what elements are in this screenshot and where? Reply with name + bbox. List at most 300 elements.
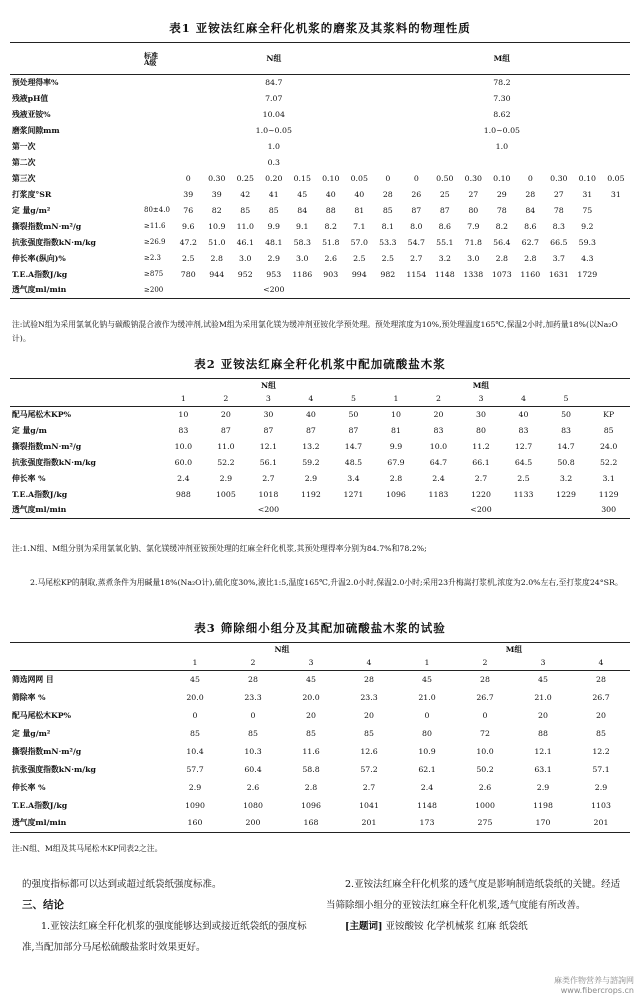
- table-cell: 87: [305, 425, 316, 435]
- table-cell: 82: [211, 205, 222, 215]
- table-cell: 20: [433, 409, 444, 419]
- table-cell: 0: [413, 173, 419, 183]
- table-cell: 0.15: [293, 173, 311, 183]
- table-cell: 0.30: [208, 173, 226, 183]
- table-cell: 57.2: [360, 764, 378, 774]
- table-cell: 81: [354, 205, 365, 215]
- left-paragraph-1: 的强度指标都可以达到或超过纸袋纸强度标准。: [22, 879, 222, 890]
- table-cell: 85: [364, 728, 374, 738]
- table-cell: 3.4: [347, 473, 360, 483]
- table-cell: 52.2: [217, 457, 235, 467]
- table-cell: 75: [582, 205, 593, 215]
- standard-value: [144, 171, 174, 187]
- keywords-line: [326, 916, 624, 937]
- table-cell: 78: [553, 205, 564, 215]
- table-cell: 10.9: [208, 221, 226, 231]
- table-cell: 1220: [471, 489, 491, 499]
- table-cell: 2.7: [262, 473, 275, 483]
- table-cell: 24.0: [599, 441, 618, 451]
- table-cell: 1229: [556, 489, 576, 499]
- table-cell: 160: [166, 815, 224, 833]
- table-cell: 168: [282, 815, 340, 833]
- table-cell: 201: [340, 815, 398, 833]
- table-cell: 28: [382, 189, 393, 199]
- right-column: [326, 874, 624, 937]
- table-cell: 0: [482, 710, 488, 720]
- table-cell: 46.1: [236, 237, 254, 247]
- table-cell: 12.7: [514, 441, 533, 451]
- table-cell: 8.6: [438, 221, 452, 231]
- table-cell: 85: [603, 425, 614, 435]
- table2-air-n: <200: [162, 503, 375, 519]
- table-cell: 780: [180, 269, 196, 279]
- table1-row: [10, 107, 630, 123]
- table-cell: 0.10: [578, 173, 596, 183]
- table-cell: 20.0: [302, 692, 320, 702]
- table1-row: [10, 219, 630, 235]
- standard-value: ≥11.6: [144, 222, 166, 230]
- row-label: 撕裂指数mN·m²/g: [12, 441, 82, 451]
- table-cell: 10: [391, 409, 401, 419]
- table-cell: 20: [306, 710, 316, 720]
- table-cell: 21.0: [534, 692, 552, 702]
- table-cell: 0.05: [350, 173, 368, 183]
- table-cell: 1192: [300, 489, 321, 499]
- table3-group-n: N组: [166, 643, 398, 657]
- cell-n: 1.0~0.05: [255, 125, 292, 135]
- table1-row: [10, 187, 630, 203]
- table-cell: 87: [411, 205, 422, 215]
- table-cell: 87: [220, 425, 231, 435]
- row-label: 抗张强度指数kN·m/kg: [12, 457, 96, 467]
- table-cell: 83: [433, 425, 444, 435]
- cell-m: 78.2: [493, 77, 511, 87]
- table-cell: 173: [398, 815, 456, 833]
- table-cell: 60.4: [244, 764, 262, 774]
- table-cell: 0.10: [322, 173, 340, 183]
- row-label: 预处理得率%: [12, 77, 59, 87]
- row-label: 配马尾松木KP%: [12, 710, 72, 720]
- table-cell: 54.7: [407, 237, 425, 247]
- table-cell: 51.0: [208, 237, 226, 247]
- table-cell: 170: [514, 815, 572, 833]
- table-cell: 28: [480, 674, 490, 684]
- table-cell: 2.8: [210, 253, 223, 263]
- table-cell: 67.9: [387, 457, 405, 467]
- table-cell: 0: [385, 173, 391, 183]
- table-cell: 2.4: [432, 473, 445, 483]
- table-cell: 14.7: [344, 441, 363, 451]
- table-cell: [602, 251, 631, 267]
- cell-m: [374, 155, 631, 171]
- table-cell: 1018: [258, 489, 279, 499]
- table-cell: 2.4: [420, 782, 434, 792]
- table-cell: 29: [496, 189, 507, 199]
- table-cell: 903: [323, 269, 339, 279]
- table-cell: 1005: [215, 489, 236, 499]
- column-header: 3: [247, 393, 290, 407]
- right-paragraph-1: 2.亚铵法红麻全秆化机浆的透气度是影响制造纸袋纸的关键。经适当筛除细小组分的亚铵法红麻全秆化机浆,透气度能有所改善。: [326, 879, 621, 911]
- table2-air-kp: 300: [587, 503, 630, 519]
- table1-air-std: ≥200: [144, 283, 174, 299]
- table-cell: 88: [538, 728, 548, 738]
- column-header: 3: [514, 657, 572, 671]
- column-header: [587, 393, 630, 407]
- table-cell: 81: [391, 425, 401, 435]
- row-label: 残液pH值: [12, 93, 49, 103]
- table-cell: 85: [596, 728, 606, 738]
- table-cell: 2.8: [304, 782, 318, 792]
- table1-group-m: M组: [374, 43, 631, 75]
- table1-header-row: [10, 43, 630, 75]
- table-cell: 66.1: [472, 457, 490, 467]
- table-cell: [602, 235, 631, 251]
- table-cell: 3.2: [559, 473, 573, 483]
- table-cell: [602, 219, 631, 235]
- table-cell: 10.4: [186, 746, 204, 756]
- table-cell: 12.1: [534, 746, 552, 756]
- table2-row: [10, 407, 630, 423]
- table-cell: KP: [603, 409, 615, 419]
- table-cell: 85: [382, 205, 393, 215]
- row-label: 定 量g/m: [12, 425, 47, 435]
- table2-row: [10, 423, 630, 439]
- table-cell: 56.1: [259, 457, 278, 467]
- table-cell: 28: [248, 674, 258, 684]
- watermark: [554, 976, 634, 996]
- table-cell: 58.8: [302, 764, 320, 774]
- table-cell: 59.2: [302, 457, 320, 467]
- table-cell: 4.3: [581, 253, 594, 263]
- table-cell: 200: [224, 815, 282, 833]
- column-header: 5: [545, 393, 588, 407]
- table-cell: 0.20: [265, 173, 283, 183]
- table-cell: 1183: [428, 489, 449, 499]
- table-cell: 20: [596, 710, 606, 720]
- table-cell: 64.7: [429, 457, 448, 467]
- cell-n: 0.3: [267, 157, 280, 167]
- row-label: T.E.A指数J/kg: [12, 489, 68, 499]
- table-cell: 20: [538, 710, 548, 720]
- table-cell: 1154: [406, 269, 427, 279]
- table-cell: 2.9: [219, 473, 233, 483]
- table2: [10, 378, 630, 519]
- table-cell: 50.8: [557, 457, 575, 467]
- column-header: 2: [417, 393, 460, 407]
- table1-row: [10, 75, 630, 91]
- row-label: 伸长率 %: [12, 782, 46, 792]
- table-cell: 1148: [434, 269, 455, 279]
- standard-value: ≥26.9: [144, 238, 166, 246]
- table-cell: 87: [348, 425, 359, 435]
- table-cell: 26: [411, 189, 422, 199]
- table-cell: 50: [348, 409, 359, 419]
- keywords: 亚铵酸铵 化学机械浆 红麻 纸袋纸: [385, 921, 528, 932]
- left-column: [22, 874, 310, 958]
- row-label: 抗张强度指数kN·m/kg: [12, 764, 96, 774]
- table-cell: 953: [266, 269, 282, 279]
- row-label: 伸长率(纵向)%: [12, 253, 66, 263]
- table-cell: 76: [183, 205, 194, 215]
- table1-air-n: <200: [174, 283, 374, 299]
- table-cell: 2.8: [495, 253, 509, 263]
- table-cell: 0.10: [493, 173, 511, 183]
- table-cell: 40: [354, 189, 365, 199]
- table-cell: 11.0: [236, 221, 254, 231]
- table-cell: 2.9: [188, 782, 202, 792]
- table-cell: 0.30: [550, 173, 568, 183]
- table-cell: 57.1: [592, 764, 610, 774]
- row-label: T.E.A指数J/kg: [12, 269, 68, 279]
- table-cell: 30: [263, 409, 274, 419]
- table-cell: 275: [456, 815, 514, 833]
- row-label: 筛选网网 目: [12, 674, 54, 684]
- table3-group-m: M组: [398, 643, 630, 657]
- table-cell: 53.3: [379, 237, 397, 247]
- table-cell: 80: [422, 728, 432, 738]
- row-label: 定 量g/m²: [12, 205, 51, 215]
- table-cell: 28: [525, 189, 536, 199]
- table-cell: 994: [351, 269, 367, 279]
- column-header: 1: [162, 393, 205, 407]
- table-cell: 58.3: [293, 237, 311, 247]
- table-cell: 50.2: [476, 764, 494, 774]
- table3-row: [10, 743, 630, 761]
- table-cell: 39: [183, 189, 194, 199]
- table-cell: 2.8: [389, 473, 403, 483]
- table-cell: 9.9: [267, 221, 280, 231]
- table-cell: 45: [306, 674, 316, 684]
- table1: [10, 42, 630, 299]
- row-label: 撕裂指数mN·m²/g: [12, 221, 82, 231]
- table-cell: 1148: [417, 800, 437, 810]
- table3-row: [10, 779, 630, 797]
- table-cell: 7.1: [353, 221, 366, 231]
- table-cell: 87: [263, 425, 274, 435]
- table-cell: 40: [305, 409, 316, 419]
- table-cell: 3.0: [296, 253, 309, 263]
- section-heading: 三、结论: [22, 899, 64, 911]
- table1-row: [10, 139, 630, 155]
- table-cell: 8.3: [552, 221, 566, 231]
- table-cell: 83: [561, 425, 571, 435]
- table2-group-row: [10, 379, 630, 393]
- table-cell: 85: [240, 205, 251, 215]
- table-cell: 26.7: [476, 692, 494, 702]
- table-cell: 3.0: [239, 253, 252, 263]
- table-cell: 13.2: [302, 441, 320, 451]
- table1-row: [10, 91, 630, 107]
- table-cell: 944: [209, 269, 225, 279]
- table-cell: 2.7: [410, 253, 423, 263]
- column-header: 4: [290, 393, 333, 407]
- row-label: 伸长率 %: [12, 473, 46, 483]
- table-cell: 8.0: [410, 221, 423, 231]
- table1-air-m: [374, 283, 631, 299]
- table-cell: 88: [325, 205, 336, 215]
- table-cell: 40: [518, 409, 529, 419]
- table-cell: 23.3: [360, 692, 378, 702]
- table-cell: 47.2: [179, 237, 197, 247]
- table-cell: 72: [480, 728, 490, 738]
- table-cell: 63.1: [534, 764, 552, 774]
- table3-row: [10, 761, 630, 779]
- cell-n: 1.0: [267, 141, 280, 151]
- table-cell: 8.2: [495, 221, 509, 231]
- table3: [10, 642, 630, 833]
- table-cell: 8.2: [324, 221, 337, 231]
- table-cell: 9.2: [581, 221, 594, 231]
- cell-m: 1.0~0.05: [483, 125, 521, 135]
- table-cell: 50: [561, 409, 571, 419]
- table1-row: [10, 155, 630, 171]
- table-cell: 1103: [591, 800, 611, 810]
- table-cell: 8.6: [524, 221, 537, 231]
- table-cell: 40: [325, 189, 336, 199]
- row-label: 残液亚铵%: [12, 109, 51, 119]
- table1-row: [10, 235, 630, 251]
- table-cell: 9.9: [389, 441, 403, 451]
- keywords-label: [主题词]: [345, 921, 383, 932]
- table-cell: 10.0: [476, 746, 494, 756]
- row-label: T.E.A指数J/kg: [12, 800, 68, 810]
- table1-caption: 表1 亚铵法红麻全秆化机浆的磨浆及其浆料的物理性质: [169, 21, 471, 35]
- table2-group-m: M组: [375, 379, 588, 393]
- table-cell: 52.2: [599, 457, 618, 467]
- table-cell: 3.2: [438, 253, 452, 263]
- table2-row: [10, 487, 630, 503]
- row-label: 定 量g/m²: [12, 728, 51, 738]
- table-cell: 2.5: [353, 253, 366, 263]
- table-cell: 64.5: [514, 457, 533, 467]
- row-label: 第二次: [12, 157, 36, 167]
- table2-row: [10, 439, 630, 455]
- column-header: 1: [166, 657, 224, 671]
- column-header: 4: [502, 393, 545, 407]
- table-cell: 0: [192, 710, 198, 720]
- table-cell: 988: [175, 489, 191, 499]
- table-cell: 2.7: [362, 782, 376, 792]
- table-cell: 1729: [577, 269, 598, 279]
- cell-m: 1.0: [495, 141, 509, 151]
- table-cell: 3.1: [602, 473, 615, 483]
- table-cell: 60.0: [174, 457, 193, 467]
- table-cell: 11.0: [217, 441, 235, 451]
- table3-row: [10, 797, 630, 815]
- table-cell: 55.1: [436, 237, 454, 247]
- table-cell: 83: [178, 425, 189, 435]
- table2-note-2: 2.马尾松KP的制取,蒸煮条件为用碱量18%(Na₂O计),硫化度30%,液比1:5,温度165℃,升温2.0小时,保温2.0小时;采用23升梅嵩打浆机,浓度为2.0%左右,至打浆度24°SR。: [30, 578, 623, 587]
- table-cell: 41: [268, 189, 279, 199]
- table-cell: 11.2: [472, 441, 490, 451]
- row-label: 撕裂指数mN·m²/g: [12, 746, 82, 756]
- table-cell: 11.6: [302, 746, 320, 756]
- table3-caption: 表3 筛除细小组分及其配加硫酸盐木浆的试验: [194, 621, 446, 635]
- table-cell: 85: [248, 728, 258, 738]
- table-cell: 48.1: [265, 237, 283, 247]
- table-cell: 14.7: [557, 441, 575, 451]
- table-cell: 26.7: [592, 692, 610, 702]
- table-cell: 84: [297, 205, 308, 215]
- table-cell: 0.30: [464, 173, 482, 183]
- table-cell: 87: [439, 205, 450, 215]
- column-header: 5: [332, 393, 375, 407]
- table3-row: [10, 725, 630, 743]
- table2-air-label: 透气度ml/min: [10, 503, 162, 519]
- table-cell: 1186: [292, 269, 313, 279]
- table-cell: 21.0: [418, 692, 436, 702]
- table-cell: 10.0: [174, 441, 193, 451]
- row-label: 抗张强度指数kN·m/kg: [12, 237, 96, 247]
- table-cell: 39: [211, 189, 222, 199]
- table-cell: 1000: [475, 800, 495, 810]
- table-cell: 12.6: [360, 746, 378, 756]
- table-cell: 2.5: [381, 253, 395, 263]
- table2-col-header-row: [10, 393, 630, 407]
- table-cell: 1096: [386, 489, 406, 499]
- table-cell: 1080: [243, 800, 263, 810]
- table-cell: 9.1: [296, 221, 309, 231]
- table-cell: 85: [190, 728, 200, 738]
- table-cell: 12.2: [592, 746, 610, 756]
- table2-row: [10, 471, 630, 487]
- table-cell: 2.6: [246, 782, 260, 792]
- table1-row: [10, 251, 630, 267]
- standard-value: ≥2.3: [144, 254, 161, 262]
- table1-air-label: 透气度ml/min: [10, 283, 144, 299]
- table1-row: [10, 171, 630, 187]
- cell-n: 10.04: [262, 109, 285, 119]
- table-cell: 0.05: [607, 173, 625, 183]
- row-label: 磨浆间隙mm: [12, 125, 60, 135]
- table1-note: 注:试验N组为采用氯氧化钠与碳酸钠混合液作为缓冲剂,试验M组为采用氯化镁为缓冲剂亚铵化学预处理。预处理浓度为10%,预处理温度165℃,保温2小时,加药量18%(以Na₂O计)。: [12, 320, 618, 343]
- standard-value: ≥875: [144, 270, 164, 278]
- table-cell: 31: [610, 189, 621, 199]
- table2-row: [10, 455, 630, 471]
- row-label: 筛除率 %: [12, 692, 46, 702]
- table-cell: 2.9: [267, 253, 280, 263]
- table-cell: 45: [190, 674, 200, 684]
- row-label: 打浆度°SR: [12, 189, 52, 199]
- table3-note: 注:N组、M组及其马尾松木KP同表2之注。: [12, 844, 163, 853]
- column-header: 3: [460, 393, 503, 407]
- table-cell: 952: [237, 269, 253, 279]
- table-cell: 45: [297, 189, 308, 199]
- table-cell: 0.50: [436, 173, 454, 183]
- table-cell: 1073: [491, 269, 512, 279]
- table-cell: 3.7: [552, 253, 566, 263]
- table-cell: 31: [582, 189, 593, 199]
- cell-n: 84.7: [265, 77, 283, 87]
- table2-air-m: <200: [375, 503, 588, 519]
- table-cell: 20: [364, 710, 374, 720]
- column-header: 2: [224, 657, 282, 671]
- table1-row: [10, 123, 630, 139]
- table-cell: 1090: [185, 800, 205, 810]
- table-cell: 2.7: [474, 473, 488, 483]
- table-cell: 10.0: [429, 441, 448, 451]
- table-cell: 2.6: [324, 253, 337, 263]
- table-cell: 0.25: [236, 173, 254, 183]
- table-cell: 10.9: [418, 746, 436, 756]
- table-cell: 2.5: [517, 473, 530, 483]
- table2-row-air: [10, 503, 630, 519]
- table-cell: 27: [553, 189, 564, 199]
- table-cell: 57.7: [186, 764, 204, 774]
- watermark-line-1: 麻类作物营养与諮詢网: [554, 976, 634, 985]
- table-cell: 2.6: [478, 782, 492, 792]
- table-cell: 62.1: [418, 764, 436, 774]
